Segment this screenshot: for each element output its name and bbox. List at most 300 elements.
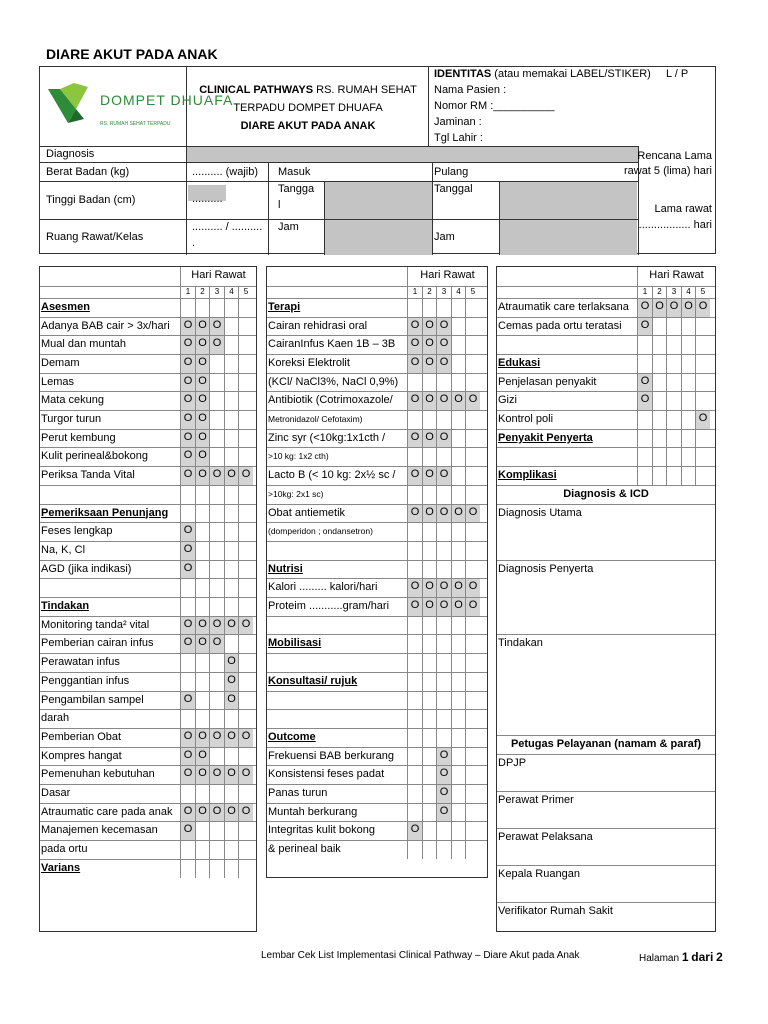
- day-cell[interactable]: [422, 430, 437, 448]
- checkbox-circle[interactable]: O: [410, 505, 420, 518]
- day-cell[interactable]: [451, 748, 466, 766]
- checkbox-circle[interactable]: O: [454, 505, 463, 518]
- day-cell[interactable]: [422, 766, 437, 784]
- day-cell[interactable]: [436, 318, 451, 336]
- day-cell[interactable]: [465, 673, 480, 691]
- day-cell[interactable]: [436, 523, 451, 541]
- day-cell[interactable]: [451, 692, 466, 710]
- day-cell[interactable]: [451, 766, 466, 784]
- day-cell[interactable]: [695, 318, 710, 336]
- day-cell[interactable]: [422, 542, 437, 560]
- checkbox-circle[interactable]: O: [183, 729, 193, 742]
- day-cell[interactable]: [465, 318, 480, 336]
- diagnosis-utama-field[interactable]: Diagnosis Utama: [498, 506, 582, 519]
- checkbox-circle[interactable]: O: [227, 468, 236, 481]
- day-cell[interactable]: [422, 710, 437, 728]
- day-cell[interactable]: [451, 299, 466, 317]
- day-cell[interactable]: [652, 336, 667, 354]
- day-cell[interactable]: [422, 785, 437, 803]
- day-cell[interactable]: [436, 448, 451, 466]
- day-cell[interactable]: [195, 841, 210, 859]
- day-cell[interactable]: [422, 841, 437, 859]
- day-cell[interactable]: [224, 374, 239, 392]
- tgl-lahir-field[interactable]: Tgl Lahir :: [434, 132, 483, 144]
- day-cell[interactable]: [209, 561, 224, 579]
- checkbox-circle[interactable]: O: [468, 599, 478, 612]
- checkbox-circle[interactable]: O: [183, 692, 193, 705]
- day-cell[interactable]: [195, 635, 210, 653]
- day-cell[interactable]: [180, 355, 195, 373]
- checkbox-circle[interactable]: O: [183, 561, 193, 574]
- day-cell[interactable]: [695, 430, 710, 448]
- checkbox-circle[interactable]: O: [212, 767, 222, 780]
- day-cell[interactable]: [238, 374, 253, 392]
- ruang-field[interactable]: .......... / ..........: [192, 221, 263, 233]
- day-cell[interactable]: [465, 392, 480, 410]
- day-cell[interactable]: [224, 841, 239, 859]
- checkbox-circle[interactable]: O: [439, 804, 449, 817]
- day-cell[interactable]: [195, 523, 210, 541]
- checkbox-circle[interactable]: O: [468, 393, 478, 406]
- checkbox-circle[interactable]: O: [198, 636, 207, 649]
- day-cell[interactable]: [407, 336, 422, 354]
- checkbox-circle[interactable]: O: [183, 393, 193, 406]
- day-cell[interactable]: [195, 748, 210, 766]
- checkbox-circle[interactable]: O: [227, 729, 236, 742]
- day-cell[interactable]: [451, 448, 466, 466]
- day-cell[interactable]: [465, 598, 480, 616]
- day-cell[interactable]: [407, 411, 422, 429]
- day-cell[interactable]: [209, 635, 224, 653]
- day-cell[interactable]: [465, 505, 480, 523]
- day-cell[interactable]: [637, 430, 652, 448]
- day-cell[interactable]: [238, 318, 253, 336]
- day-cell[interactable]: [238, 486, 253, 504]
- day-cell[interactable]: [180, 542, 195, 560]
- checkbox-circle[interactable]: O: [198, 748, 207, 761]
- day-cell[interactable]: [238, 860, 253, 878]
- checkbox-circle[interactable]: O: [198, 355, 207, 368]
- day-cell[interactable]: [465, 729, 480, 747]
- day-cell[interactable]: [195, 561, 210, 579]
- checkbox-circle[interactable]: O: [241, 468, 251, 481]
- checkbox-circle[interactable]: O: [439, 468, 449, 481]
- day-cell[interactable]: [195, 692, 210, 710]
- day-cell[interactable]: [224, 729, 239, 747]
- day-cell[interactable]: [209, 692, 224, 710]
- day-cell[interactable]: [422, 392, 437, 410]
- day-cell[interactable]: [195, 299, 210, 317]
- day-cell[interactable]: [238, 785, 253, 803]
- day-cell[interactable]: [224, 673, 239, 691]
- day-cell[interactable]: [436, 411, 451, 429]
- checkbox-circle[interactable]: O: [425, 468, 434, 481]
- day-cell[interactable]: [238, 561, 253, 579]
- day-cell[interactable]: [180, 598, 195, 616]
- day-cell[interactable]: [209, 841, 224, 859]
- day-cell[interactable]: [422, 654, 437, 672]
- checkbox-circle[interactable]: O: [212, 729, 222, 742]
- day-cell[interactable]: [436, 299, 451, 317]
- checkbox-circle[interactable]: O: [227, 673, 236, 686]
- checkbox-circle[interactable]: O: [468, 580, 478, 593]
- day-cell[interactable]: [209, 355, 224, 373]
- checkbox-circle[interactable]: O: [425, 430, 434, 443]
- day-cell[interactable]: [180, 336, 195, 354]
- day-cell[interactable]: [666, 430, 681, 448]
- checkbox-circle[interactable]: O: [183, 430, 193, 443]
- checkbox-circle[interactable]: O: [212, 804, 222, 817]
- day-cell[interactable]: [224, 804, 239, 822]
- day-cell[interactable]: [195, 336, 210, 354]
- day-cell[interactable]: [465, 822, 480, 840]
- checkbox-circle[interactable]: O: [198, 430, 207, 443]
- day-cell[interactable]: [436, 673, 451, 691]
- day-cell[interactable]: [238, 710, 253, 728]
- day-cell[interactable]: [681, 336, 696, 354]
- day-cell[interactable]: [681, 318, 696, 336]
- day-cell[interactable]: [465, 561, 480, 579]
- gender-lp[interactable]: L / P: [666, 68, 689, 80]
- day-cell[interactable]: [407, 486, 422, 504]
- day-cell[interactable]: [436, 336, 451, 354]
- day-cell[interactable]: [422, 523, 437, 541]
- checkbox-circle[interactable]: O: [198, 617, 207, 630]
- day-cell[interactable]: [436, 542, 451, 560]
- day-cell[interactable]: [224, 411, 239, 429]
- day-cell[interactable]: [451, 654, 466, 672]
- checkbox-circle[interactable]: O: [198, 468, 207, 481]
- day-cell[interactable]: [681, 299, 696, 317]
- day-cell[interactable]: [637, 299, 652, 317]
- day-cell[interactable]: [666, 355, 681, 373]
- day-cell[interactable]: [695, 392, 710, 410]
- day-cell[interactable]: [195, 318, 210, 336]
- day-cell[interactable]: [238, 505, 253, 523]
- checkbox-circle[interactable]: O: [439, 355, 449, 368]
- day-cell[interactable]: [436, 804, 451, 822]
- day-cell[interactable]: [195, 374, 210, 392]
- day-cell[interactable]: [209, 785, 224, 803]
- day-cell[interactable]: [407, 635, 422, 653]
- checkbox-circle[interactable]: O: [241, 804, 251, 817]
- day-cell[interactable]: [465, 467, 480, 485]
- day-cell[interactable]: [238, 430, 253, 448]
- day-cell[interactable]: [195, 785, 210, 803]
- day-cell[interactable]: [465, 635, 480, 653]
- checkbox-circle[interactable]: O: [227, 767, 236, 780]
- day-cell[interactable]: [224, 448, 239, 466]
- lama-rawat-field[interactable]: ................. hari: [638, 219, 712, 231]
- day-cell[interactable]: [180, 486, 195, 504]
- day-cell[interactable]: [637, 411, 652, 429]
- checkbox-circle[interactable]: O: [183, 355, 193, 368]
- day-cell[interactable]: [209, 860, 224, 878]
- day-cell[interactable]: [465, 299, 480, 317]
- checkbox-circle[interactable]: O: [669, 299, 679, 312]
- day-cell[interactable]: [465, 579, 480, 597]
- day-cell[interactable]: [195, 486, 210, 504]
- day-cell[interactable]: [422, 318, 437, 336]
- checkbox-circle[interactable]: O: [684, 299, 693, 312]
- day-cell[interactable]: [407, 355, 422, 373]
- checkbox-circle[interactable]: O: [425, 580, 434, 593]
- day-cell[interactable]: [209, 542, 224, 560]
- day-cell[interactable]: [195, 654, 210, 672]
- day-cell[interactable]: [180, 822, 195, 840]
- checkbox-circle[interactable]: O: [425, 599, 434, 612]
- day-cell[interactable]: [422, 673, 437, 691]
- day-cell[interactable]: [238, 673, 253, 691]
- checkbox-circle[interactable]: O: [439, 580, 449, 593]
- checkbox-circle[interactable]: O: [439, 337, 449, 350]
- checkbox-circle[interactable]: O: [198, 337, 207, 350]
- day-cell[interactable]: [180, 505, 195, 523]
- perawat-pelaksana-field[interactable]: Perawat Pelaksana: [498, 830, 593, 843]
- day-cell[interactable]: [465, 448, 480, 466]
- checkbox-circle[interactable]: O: [183, 636, 193, 649]
- dpjp-field[interactable]: DPJP: [498, 756, 527, 769]
- day-cell[interactable]: [224, 467, 239, 485]
- day-cell[interactable]: [238, 635, 253, 653]
- checkbox-circle[interactable]: O: [183, 318, 193, 331]
- day-cell[interactable]: [465, 766, 480, 784]
- day-cell[interactable]: [637, 355, 652, 373]
- day-cell[interactable]: [407, 299, 422, 317]
- day-cell[interactable]: [407, 822, 422, 840]
- day-cell[interactable]: [695, 467, 710, 485]
- day-cell[interactable]: [224, 542, 239, 560]
- checkbox-circle[interactable]: O: [198, 318, 207, 331]
- day-cell[interactable]: [238, 392, 253, 410]
- day-cell[interactable]: [180, 729, 195, 747]
- day-cell[interactable]: [666, 411, 681, 429]
- checkbox-circle[interactable]: O: [212, 318, 222, 331]
- day-cell[interactable]: [407, 523, 422, 541]
- day-cell[interactable]: [224, 505, 239, 523]
- checkbox-circle[interactable]: O: [454, 393, 463, 406]
- checkbox-circle[interactable]: O: [212, 636, 222, 649]
- day-cell[interactable]: [436, 467, 451, 485]
- checkbox-circle[interactable]: O: [410, 599, 420, 612]
- day-cell[interactable]: [407, 673, 422, 691]
- day-cell[interactable]: [637, 336, 652, 354]
- day-cell[interactable]: [195, 729, 210, 747]
- checkbox-circle[interactable]: O: [198, 729, 207, 742]
- checkbox-circle[interactable]: O: [439, 767, 449, 780]
- day-cell[interactable]: [407, 841, 422, 859]
- day-cell[interactable]: [407, 729, 422, 747]
- day-cell[interactable]: [436, 505, 451, 523]
- day-cell[interactable]: [436, 748, 451, 766]
- day-cell[interactable]: [422, 822, 437, 840]
- day-cell[interactable]: [422, 748, 437, 766]
- day-cell[interactable]: [422, 804, 437, 822]
- day-cell[interactable]: [652, 411, 667, 429]
- day-cell[interactable]: [407, 448, 422, 466]
- day-cell[interactable]: [465, 542, 480, 560]
- day-cell[interactable]: [407, 430, 422, 448]
- day-cell[interactable]: [451, 336, 466, 354]
- day-cell[interactable]: [209, 505, 224, 523]
- checkbox-circle[interactable]: O: [212, 617, 222, 630]
- day-cell[interactable]: [209, 804, 224, 822]
- day-cell[interactable]: [422, 374, 437, 392]
- day-cell[interactable]: [224, 430, 239, 448]
- day-cell[interactable]: [238, 729, 253, 747]
- day-cell[interactable]: [451, 598, 466, 616]
- day-cell[interactable]: [209, 748, 224, 766]
- day-cell[interactable]: [407, 654, 422, 672]
- checkbox-circle[interactable]: O: [439, 599, 449, 612]
- day-cell[interactable]: [681, 374, 696, 392]
- day-cell[interactable]: [238, 766, 253, 784]
- day-cell[interactable]: [209, 318, 224, 336]
- day-cell[interactable]: [451, 392, 466, 410]
- day-cell[interactable]: [465, 748, 480, 766]
- day-cell[interactable]: [436, 486, 451, 504]
- checkbox-circle[interactable]: O: [425, 505, 434, 518]
- day-cell[interactable]: [238, 523, 253, 541]
- day-cell[interactable]: [436, 822, 451, 840]
- day-cell[interactable]: [195, 542, 210, 560]
- checkbox-circle[interactable]: O: [410, 580, 420, 593]
- checkbox-circle[interactable]: O: [454, 599, 463, 612]
- checkbox-circle[interactable]: O: [198, 804, 207, 817]
- day-cell[interactable]: [238, 804, 253, 822]
- day-cell[interactable]: [695, 355, 710, 373]
- day-cell[interactable]: [451, 841, 466, 859]
- day-cell[interactable]: [195, 392, 210, 410]
- day-cell[interactable]: [422, 448, 437, 466]
- day-cell[interactable]: [209, 374, 224, 392]
- day-cell[interactable]: [180, 318, 195, 336]
- day-cell[interactable]: [224, 579, 239, 597]
- day-cell[interactable]: [407, 692, 422, 710]
- day-cell[interactable]: [209, 392, 224, 410]
- day-cell[interactable]: [195, 822, 210, 840]
- day-cell[interactable]: [238, 617, 253, 635]
- day-cell[interactable]: [180, 785, 195, 803]
- day-cell[interactable]: [652, 467, 667, 485]
- day-cell[interactable]: [195, 448, 210, 466]
- day-cell[interactable]: [209, 411, 224, 429]
- checkbox-circle[interactable]: O: [183, 468, 193, 481]
- checkbox-circle[interactable]: O: [425, 393, 434, 406]
- checkbox-circle[interactable]: O: [227, 655, 236, 668]
- day-cell[interactable]: [436, 841, 451, 859]
- day-cell[interactable]: [209, 336, 224, 354]
- day-cell[interactable]: [224, 355, 239, 373]
- day-cell[interactable]: [436, 355, 451, 373]
- day-cell[interactable]: [209, 467, 224, 485]
- checkbox-circle[interactable]: O: [439, 393, 449, 406]
- day-cell[interactable]: [652, 430, 667, 448]
- day-cell[interactable]: [407, 542, 422, 560]
- day-cell[interactable]: [224, 654, 239, 672]
- day-cell[interactable]: [465, 336, 480, 354]
- day-cell[interactable]: [209, 654, 224, 672]
- day-cell[interactable]: [180, 579, 195, 597]
- day-cell[interactable]: [224, 766, 239, 784]
- day-cell[interactable]: [195, 430, 210, 448]
- day-cell[interactable]: [465, 617, 480, 635]
- tindakan-field[interactable]: Tindakan: [498, 637, 543, 650]
- nama-pasien-field[interactable]: Nama Pasien :: [434, 84, 507, 96]
- day-cell[interactable]: [666, 392, 681, 410]
- day-cell[interactable]: [637, 318, 652, 336]
- day-cell[interactable]: [209, 448, 224, 466]
- day-cell[interactable]: [637, 448, 652, 466]
- day-cell[interactable]: [436, 729, 451, 747]
- checkbox-circle[interactable]: O: [183, 337, 193, 350]
- checkbox-circle[interactable]: O: [410, 468, 420, 481]
- day-cell[interactable]: [637, 467, 652, 485]
- day-cell[interactable]: [238, 299, 253, 317]
- day-cell[interactable]: [465, 411, 480, 429]
- day-cell[interactable]: [451, 729, 466, 747]
- day-cell[interactable]: [407, 374, 422, 392]
- checkbox-circle[interactable]: O: [439, 505, 449, 518]
- day-cell[interactable]: [436, 635, 451, 653]
- checkbox-circle[interactable]: O: [640, 318, 650, 331]
- day-cell[interactable]: [195, 766, 210, 784]
- day-cell[interactable]: [407, 579, 422, 597]
- checkbox-circle[interactable]: O: [227, 804, 236, 817]
- day-cell[interactable]: [407, 505, 422, 523]
- day-cell[interactable]: [224, 392, 239, 410]
- checkbox-circle[interactable]: O: [198, 374, 207, 387]
- day-cell[interactable]: [451, 635, 466, 653]
- day-cell[interactable]: [451, 355, 466, 373]
- day-cell[interactable]: [422, 561, 437, 579]
- day-cell[interactable]: [224, 561, 239, 579]
- day-cell[interactable]: [451, 411, 466, 429]
- berat-field[interactable]: .......... (wajib): [192, 166, 259, 178]
- day-cell[interactable]: [224, 299, 239, 317]
- day-cell[interactable]: [666, 467, 681, 485]
- day-cell[interactable]: [436, 392, 451, 410]
- day-cell[interactable]: [451, 804, 466, 822]
- day-cell[interactable]: [451, 523, 466, 541]
- day-cell[interactable]: [652, 355, 667, 373]
- day-cell[interactable]: [407, 561, 422, 579]
- day-cell[interactable]: [681, 448, 696, 466]
- day-cell[interactable]: [695, 374, 710, 392]
- day-cell[interactable]: [451, 579, 466, 597]
- day-cell[interactable]: [407, 785, 422, 803]
- day-cell[interactable]: [637, 392, 652, 410]
- checkbox-circle[interactable]: O: [198, 412, 207, 425]
- day-cell[interactable]: [465, 374, 480, 392]
- day-cell[interactable]: [238, 841, 253, 859]
- day-cell[interactable]: [224, 486, 239, 504]
- day-cell[interactable]: [238, 598, 253, 616]
- day-cell[interactable]: [180, 523, 195, 541]
- day-cell[interactable]: [180, 448, 195, 466]
- day-cell[interactable]: [436, 785, 451, 803]
- day-cell[interactable]: [422, 355, 437, 373]
- day-cell[interactable]: [224, 598, 239, 616]
- day-cell[interactable]: [652, 299, 667, 317]
- checkbox-circle[interactable]: O: [698, 412, 708, 425]
- day-cell[interactable]: [451, 542, 466, 560]
- day-cell[interactable]: [180, 804, 195, 822]
- checkbox-circle[interactable]: O: [183, 748, 193, 761]
- day-cell[interactable]: [238, 336, 253, 354]
- day-cell[interactable]: [436, 598, 451, 616]
- jaminan-field[interactable]: Jaminan :: [434, 116, 482, 128]
